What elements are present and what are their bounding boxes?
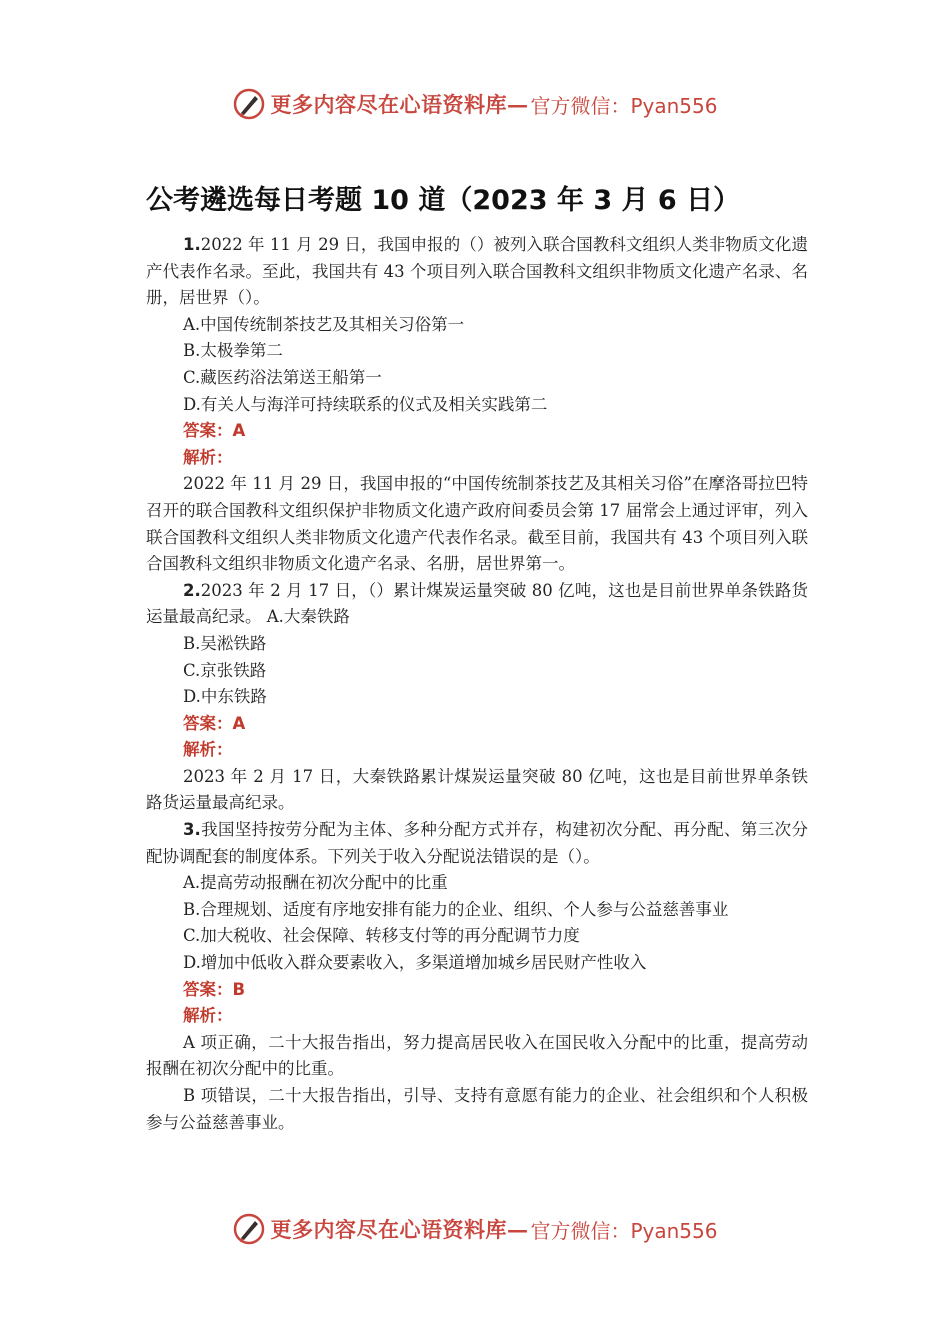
analysis-text: 2022 年 11 月 29 日，我国申报的“中国传统制茶技艺及其相关习俗”在摩洛哥拉巴特召开的联合国教科文组织保护非物质文化遗产政府间委员会第 17 届常会上通过评审，列入联合国教科文组织人类非物质文化遗产代表作名录。截至目前，我国共有 43 个项目列入联合国教科文组织非物质文化遗产名录、名册，居世界第一。 [146, 474, 808, 574]
pen-logo-icon [232, 1212, 266, 1246]
analysis-text: A 项正确，二十大报告指出，努力提高居民收入在国民收入分配中的比重，提高劳动报酬在初次分配中的比重。 [146, 1032, 808, 1079]
option-a: A.提高劳动报酬在初次分配中的比重 [183, 873, 448, 893]
question-stem [146, 578, 808, 631]
banner-wechat-text: 官方微信：Pyan556 [530, 93, 718, 118]
question-stem-text: 2022 年 11 月 29 日，我国申报的（）被列入联合国教科文组织人类非物质文化遗产代表作名录。至此，我国共有 43 个项目列入联合国教科文组织非物质文化遗产名录、名册，居世界（）。 [146, 235, 808, 308]
question-stem-text: 我国坚持按劳分配为主体、多种分配方式并存，构建初次分配、再分配、第三次分配协调配套的制度体系。下列关于收入分配说法错误的是（）。 [146, 820, 808, 866]
question-3 [146, 817, 808, 1136]
option-c: C.藏医药浴法第送王船第一 [183, 367, 382, 387]
analysis-label: 解析： [183, 1006, 233, 1026]
option-c: C.京张铁路 [183, 660, 267, 680]
question-1 [146, 232, 808, 578]
pen-logo-icon [232, 87, 266, 121]
option-b: B.吴淞铁路 [183, 633, 267, 653]
question-stem-text: 2023 年 2 月 17 日，（）累计煤炭运量突破 80 亿吨，这也是目前世界单条铁路货运量最高纪录。 A.大秦铁路 [146, 580, 808, 627]
question-stem [146, 232, 808, 312]
analysis-label: 解析： [183, 740, 233, 760]
option-d: D.中东铁路 [183, 687, 267, 707]
question-number: 1. [183, 235, 201, 254]
option-a: A.中国传统制茶技艺及其相关习俗第一 [183, 314, 465, 334]
analysis-label: 解析： [183, 447, 233, 467]
analysis-text: 2023 年 2 月 17 日，大秦铁路累计煤炭运量突破 80 亿吨，这也是目前世界单条铁路货运量最高纪录。 [146, 766, 808, 813]
question-2 [146, 578, 808, 817]
option-d: D.有关人与海洋可持续联系的仪式及相关实践第二 [183, 394, 548, 414]
footer-banner [0, 1209, 950, 1249]
answer-label: 答案：B [183, 979, 246, 999]
analysis-text: B 项错误，二十大报告指出，引导、支持有意愿有能力的企业、社会组织和个人积极参与公益慈善事业。 [146, 1086, 808, 1132]
answer-label: 答案：A [183, 713, 246, 733]
banner-brand-text: 更多内容尽在心语资料库— [270, 1217, 529, 1242]
option-b: B.合理规划、适度有序地安排有能力的企业、组织、个人参与公益慈善事业 [183, 899, 729, 919]
question-number: 2. [183, 580, 201, 600]
banner-wechat-text: 官方微信：Pyan556 [530, 1218, 718, 1243]
question-stem [146, 817, 808, 870]
option-c: C.加大税收、社会保障、转移支付等的再分配调节力度 [183, 926, 580, 946]
option-b: B.太极拳第二 [183, 341, 283, 361]
header-banner [0, 84, 950, 124]
answer-label: 答案：A [183, 421, 246, 441]
option-d: D.增加中低收入群众要素收入，多渠道增加城乡居民财产性收入 [183, 953, 647, 973]
page-title: 公考遴选每日考题 10 道（2023 年 3 月 6 日） [146, 185, 741, 216]
question-list [146, 232, 808, 1136]
banner-brand-text: 更多内容尽在心语资料库— [270, 92, 529, 117]
question-number: 3. [183, 820, 201, 840]
